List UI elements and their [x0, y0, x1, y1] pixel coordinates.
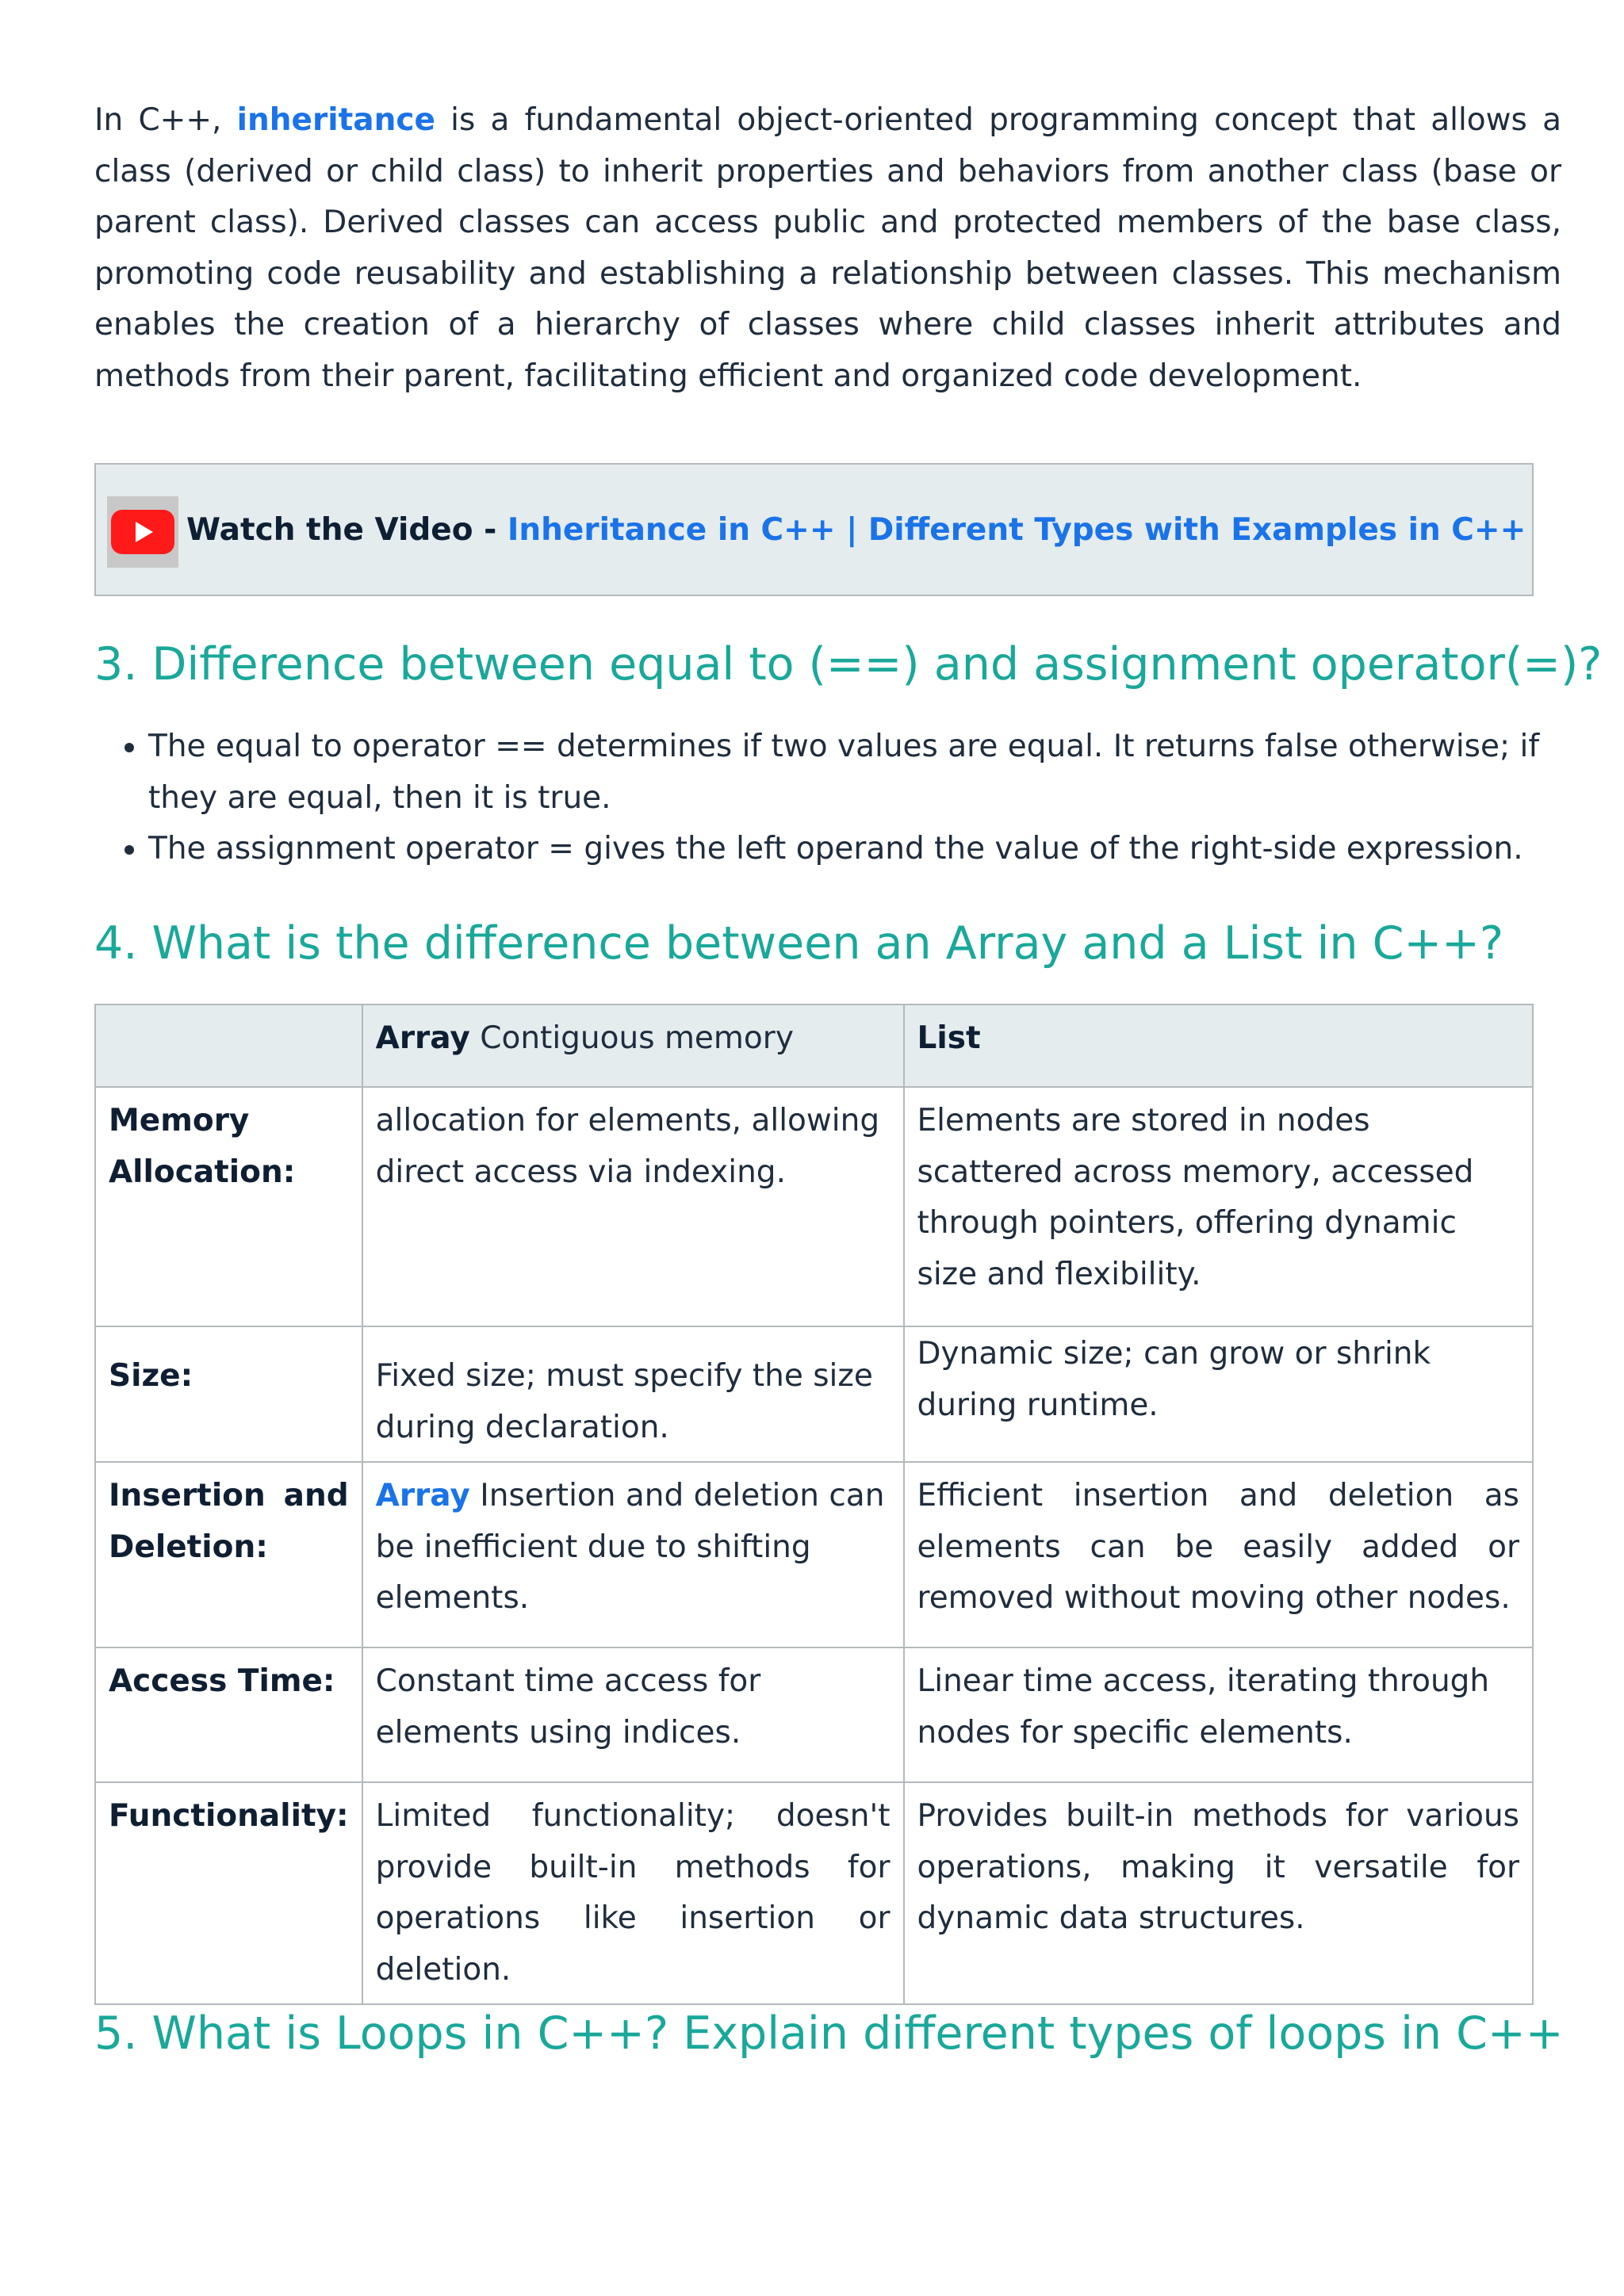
youtube-icon[interactable]: [107, 496, 178, 568]
row-label: Insertion and Deletion:: [95, 1462, 362, 1647]
table-row: [95, 1782, 1533, 2004]
list-cell: Elements are stored in nodes scattered across memory, accessed through pointers, offering dynamic size and flexibility.: [904, 1087, 1533, 1326]
table-header-row: [95, 1004, 1533, 1087]
array-cell: [362, 1462, 904, 1647]
header-empty-cell: [95, 1004, 362, 1087]
header-array-label: Array: [375, 1020, 470, 1056]
bullet-equal-operator: • The equal to operator == determines if two values are equal. It returns false otherwise; if they are equal, then it is true.: [148, 721, 1561, 824]
list-cell: Provides built-in methods for various operations, making it versatile for dynamic data structures.: [904, 1782, 1533, 2004]
video-label: Watch the Video -: [186, 512, 508, 548]
array-cell: allocation for elements, allowing direct access via indexing.: [362, 1087, 904, 1326]
intro-paragraph: [94, 95, 1561, 402]
section-5-heading: 5. What is Loops in C++? Explain different types of loops in C++: [94, 2007, 1564, 2060]
video-text: [186, 507, 1526, 553]
table-row: [95, 1647, 1533, 1782]
array-cell: Limited functionality; doesn't provide built-in methods for operations like insertion or deletion.: [362, 1782, 904, 2004]
list-cell: Linear time access, iterating through nodes for specific elements.: [904, 1647, 1533, 1782]
section-3-bullet-list: [94, 721, 1561, 875]
array-cell: Constant time access for elements using indices.: [362, 1647, 904, 1782]
list-cell: Efficient insertion and deletion as elements can be easily added or removed without moving other nodes.: [904, 1462, 1533, 1647]
list-cell: Dynamic size; can grow or shrink during runtime.: [904, 1326, 1533, 1462]
table-row: [95, 1087, 1533, 1326]
section-3-heading: 3. Difference between equal to (==) and assignment operator(=)?: [94, 638, 1603, 691]
header-array-cell: [362, 1004, 904, 1087]
bullet-assignment-operator: • The assignment operator = gives the left operand the value of the right-side expression.: [148, 824, 1561, 875]
intro-prefix: In C++,: [94, 102, 237, 138]
header-list-cell: List: [904, 1004, 1533, 1087]
inheritance-link[interactable]: inheritance: [236, 102, 435, 138]
video-link[interactable]: Inheritance in C++ | Different Types with Examples in C++: [507, 512, 1526, 548]
row-label: Size:: [95, 1326, 362, 1462]
table-row: [95, 1462, 1533, 1647]
row-label: Memory Allocation:: [95, 1087, 362, 1326]
intro-rest: is a fundamental object-oriented programming concept that allows a class (derived or child class) to inherit properties and behaviors from another class (base or parent class). Derived classes can access public and protected members of the base class, promoting code reusability and establishing a relationship between classes. This mechanism enables the creation of a hierarchy of classes where child classes inherit attributes and methods from their parent, facilitating efficient and organized code development.: [94, 102, 1561, 394]
video-callout: [94, 463, 1534, 596]
header-array-rest: Contiguous memory: [469, 1020, 794, 1056]
row-label: Access Time:: [95, 1647, 362, 1782]
row-label: Functionality:: [95, 1782, 362, 2004]
array-link[interactable]: Array: [375, 1478, 470, 1513]
array-cell-text: Insertion and deletion can be inefficient due to shifting elements.: [375, 1478, 885, 1616]
table-row: [95, 1326, 1533, 1462]
array-vs-list-table: [94, 1004, 1534, 2005]
array-cell: Fixed size; must specify the size during declaration.: [362, 1326, 904, 1462]
section-4-heading: 4. What is the difference between an Array and a List in C++?: [94, 917, 1504, 970]
